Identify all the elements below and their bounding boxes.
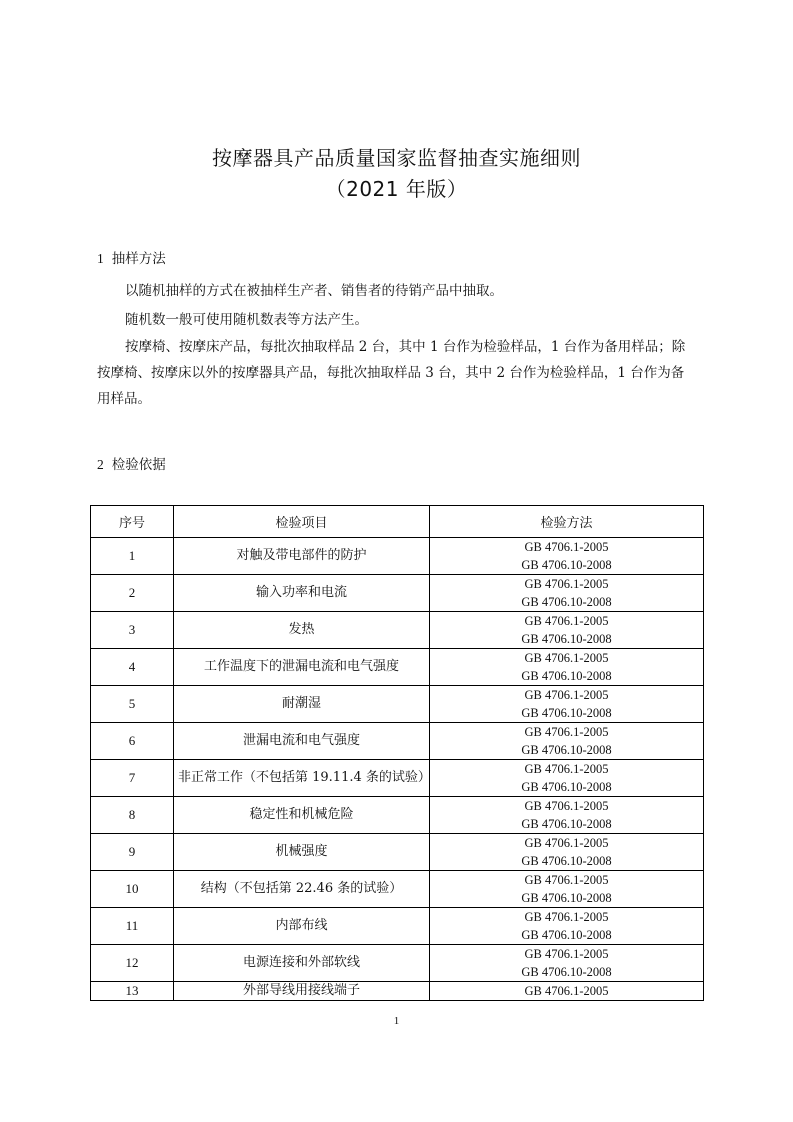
row-methods xyxy=(430,908,704,945)
table-row xyxy=(91,612,704,649)
method-standard: GB 4706.1-2005 xyxy=(524,836,609,850)
method-standard: GB 4706.10-2008 xyxy=(521,706,612,720)
row-methods xyxy=(430,686,704,723)
paragraph-line: 按摩椅、按摩床产品，每批次抽取样品 2 台，其中 1 台作为检验样品，1 台作为备用样品；除 xyxy=(125,339,686,355)
row-item: 泄漏电流和电气强度 xyxy=(174,723,430,760)
row-item: 耐潮湿 xyxy=(174,686,430,723)
section-1-paragraph-3 xyxy=(97,334,698,412)
row-methods xyxy=(430,945,704,982)
row-number: 8 xyxy=(91,797,174,834)
header-item: 检验项目 xyxy=(174,506,430,538)
method-standard: GB 4706.10-2008 xyxy=(521,965,612,979)
row-number: 3 xyxy=(91,612,174,649)
row-item: 电源连接和外部软线 xyxy=(174,945,430,982)
method-standard: GB 4706.1-2005 xyxy=(524,688,609,702)
row-methods xyxy=(430,723,704,760)
row-number: 9 xyxy=(91,834,174,871)
row-methods xyxy=(430,871,704,908)
section-2-heading xyxy=(97,455,166,475)
header-no: 序号 xyxy=(91,506,174,538)
row-methods xyxy=(430,760,704,797)
page-number: 1 xyxy=(393,1015,400,1027)
section-1-number: 1 xyxy=(97,251,104,266)
row-number: 7 xyxy=(91,760,174,797)
paragraph-line: 按摩椅、按摩床以外的按摩器具产品，每批次抽取样品 3 台，其中 2 台作为检验样品，1 台作为备 xyxy=(97,365,685,381)
paragraph-line: 以随机抽样的方式在被抽样生产者、销售者的待销产品中抽取。 xyxy=(125,283,503,299)
paragraph-line: 随机数一般可使用随机数表等方法产生。 xyxy=(125,312,368,328)
method-standard: GB 4706.10-2008 xyxy=(521,632,612,646)
row-item: 内部布线 xyxy=(174,908,430,945)
method-standard: GB 4706.1-2005 xyxy=(524,910,609,924)
table-row xyxy=(91,834,704,871)
row-item: 结构（不包括第 22.46 条的试验） xyxy=(174,871,430,908)
section-2-number: 2 xyxy=(97,457,104,472)
method-standard: GB 4706.10-2008 xyxy=(521,595,612,609)
table-row xyxy=(91,797,704,834)
table-row xyxy=(91,871,704,908)
row-item: 发热 xyxy=(174,612,430,649)
method-standard: GB 4706.10-2008 xyxy=(521,743,612,757)
table-row xyxy=(91,538,704,575)
row-number: 2 xyxy=(91,575,174,612)
method-standard: GB 4706.10-2008 xyxy=(521,817,612,831)
row-item: 工作温度下的泄漏电流和电气强度 xyxy=(174,649,430,686)
document-title xyxy=(0,143,793,205)
method-standard: GB 4706.1-2005 xyxy=(524,577,609,591)
section-1-paragraph-1 xyxy=(97,278,698,304)
method-standard: GB 4706.10-2008 xyxy=(521,891,612,905)
table-row xyxy=(91,649,704,686)
method-standard: GB 4706.10-2008 xyxy=(521,780,612,794)
table-row xyxy=(91,982,704,1001)
table-row xyxy=(91,723,704,760)
row-number: 5 xyxy=(91,686,174,723)
method-standard: GB 4706.10-2008 xyxy=(521,928,612,942)
table-row xyxy=(91,760,704,797)
method-standard: GB 4706.1-2005 xyxy=(524,984,609,998)
method-standard: GB 4706.1-2005 xyxy=(524,947,609,961)
row-number: 12 xyxy=(91,945,174,982)
row-item: 外部导线用接线端子 xyxy=(174,982,430,1001)
header-method: 检验方法 xyxy=(430,506,704,538)
table-row xyxy=(91,575,704,612)
method-standard: GB 4706.1-2005 xyxy=(524,651,609,665)
row-methods xyxy=(430,982,704,1001)
row-item: 稳定性和机械危险 xyxy=(174,797,430,834)
inspection-table xyxy=(90,505,704,1001)
row-number: 1 xyxy=(91,538,174,575)
row-methods xyxy=(430,797,704,834)
row-methods xyxy=(430,538,704,575)
title-main: 按摩器具产品质量国家监督抽查实施细则 xyxy=(212,146,581,170)
section-1-paragraph-2 xyxy=(97,307,698,333)
row-number: 13 xyxy=(91,982,174,1001)
row-methods xyxy=(430,612,704,649)
row-number: 10 xyxy=(91,871,174,908)
row-item: 输入功率和电流 xyxy=(174,575,430,612)
table-row xyxy=(91,908,704,945)
table-row xyxy=(91,686,704,723)
method-standard: GB 4706.1-2005 xyxy=(524,614,609,628)
row-number: 4 xyxy=(91,649,174,686)
row-methods xyxy=(430,575,704,612)
paragraph-line: 用样品。 xyxy=(97,391,151,407)
method-standard: GB 4706.1-2005 xyxy=(524,762,609,776)
title-edition: （2021 年版） xyxy=(325,177,468,201)
method-standard: GB 4706.1-2005 xyxy=(524,725,609,739)
method-standard: GB 4706.1-2005 xyxy=(524,540,609,554)
row-item: 机械强度 xyxy=(174,834,430,871)
row-number: 11 xyxy=(91,908,174,945)
row-number: 6 xyxy=(91,723,174,760)
section-1-title: 抽样方法 xyxy=(111,251,166,267)
row-methods xyxy=(430,834,704,871)
row-methods xyxy=(430,649,704,686)
method-standard: GB 4706.1-2005 xyxy=(524,873,609,887)
method-standard: GB 4706.1-2005 xyxy=(524,799,609,813)
method-standard: GB 4706.10-2008 xyxy=(521,854,612,868)
table-header-row xyxy=(91,506,704,538)
row-item: 非正常工作（不包括第 19.11.4 条的试验） xyxy=(174,760,430,797)
method-standard: GB 4706.10-2008 xyxy=(521,558,612,572)
row-item: 对触及带电部件的防护 xyxy=(174,538,430,575)
method-standard: GB 4706.10-2008 xyxy=(521,669,612,683)
section-1-heading xyxy=(97,249,166,269)
table-row xyxy=(91,945,704,982)
section-2-title: 检验依据 xyxy=(111,457,166,473)
